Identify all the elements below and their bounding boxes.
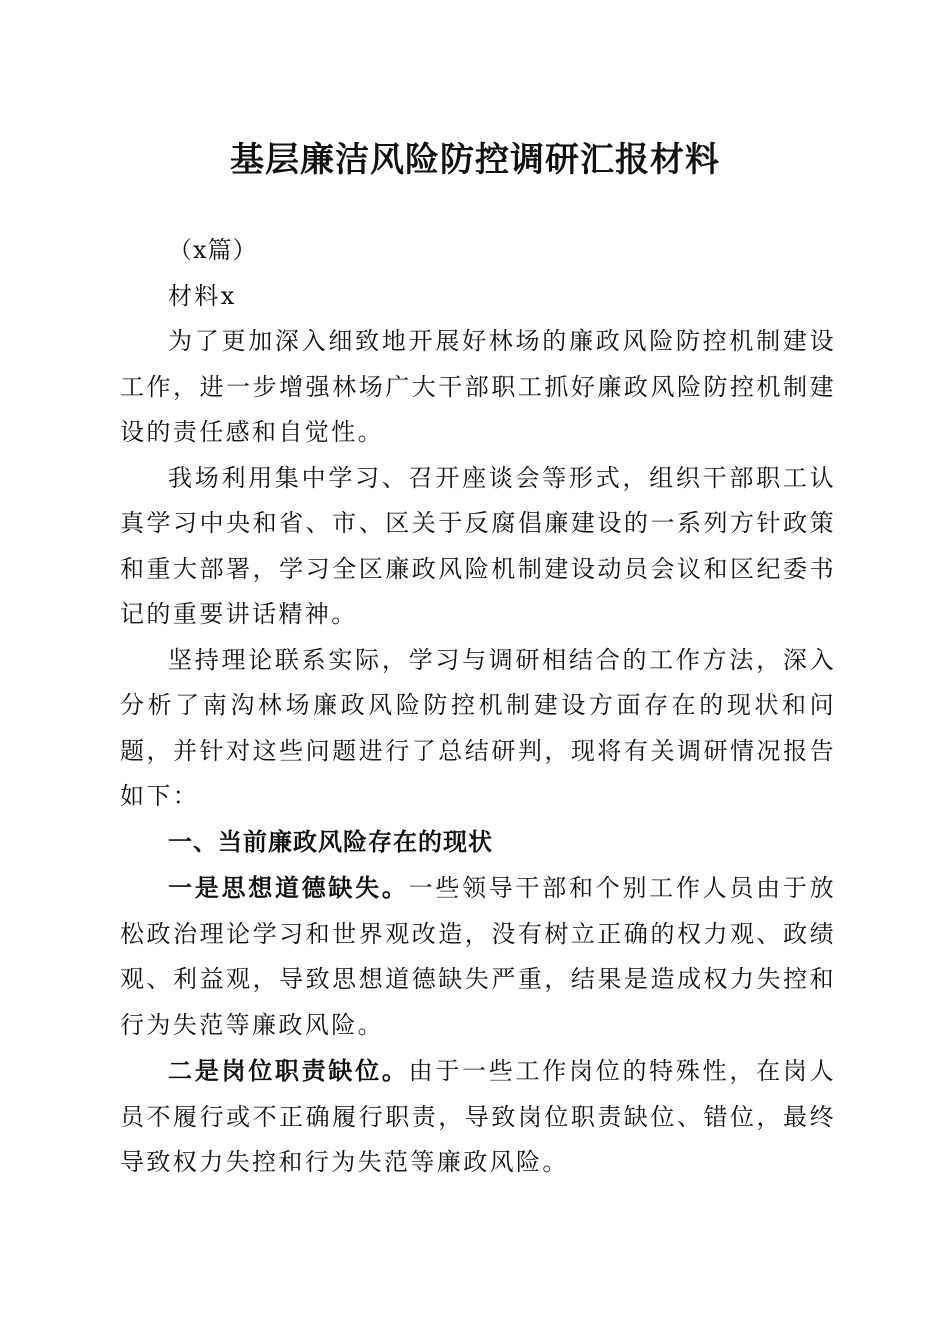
document-title: 基层廉洁风险防控调研汇报材料 [230,140,720,180]
document-body [120,228,836,1186]
material-label: 材料x [168,281,237,310]
item-1-text: 一些领导干部和个别工作人员由于放松政治理论学习和世界观改造，没有树立正确的权力观、政绩观、利益观，导致思想道德缺失严重，结果是造成权力失控和行为失范等廉政风险。 [120,874,836,1039]
item-1-lead: 一是思想道德缺失。 [168,873,409,902]
paragraph-study: 我场利用集中学习、召开座谈会等形式，组织干部职工认真学习中央和省、市、区关于反腐倡廉建设的一系列方针政策和重大部署，学习全区廉政风险机制建设动员会议和区纪委书记的重要讲话精神。 [120,463,836,628]
item-1 [120,865,836,1048]
item-2-lead: 二是岗位职责缺位。 [168,1056,409,1085]
item-2 [120,1048,836,1186]
paragraph-method: 坚持理论联系实际，学习与调研相结合的工作方法，深入分析了南沟林场廉政风险防控机制建设方面存在的现状和问题，并针对这些问题进行了总结研判，现将有关调研情况报告如下： [120,645,836,810]
subtitle: （x篇） [168,236,258,264]
paragraph-intro: 为了更加深入细致地开展好林场的廉政风险防控机制建设工作，进一步增强林场广大干部职工抓好廉政风险防控机制建设的责任感和自觉性。 [120,327,836,446]
item-2-text: 由于一些工作岗位的特殊性，在岗人员不履行或不正确履行职责，导致岗位职责缺位、错位，最终导致权力失控和行为失范等廉政风险。 [120,1057,836,1176]
section-heading-1: 一、当前廉政风险存在的现状 [168,827,493,856]
